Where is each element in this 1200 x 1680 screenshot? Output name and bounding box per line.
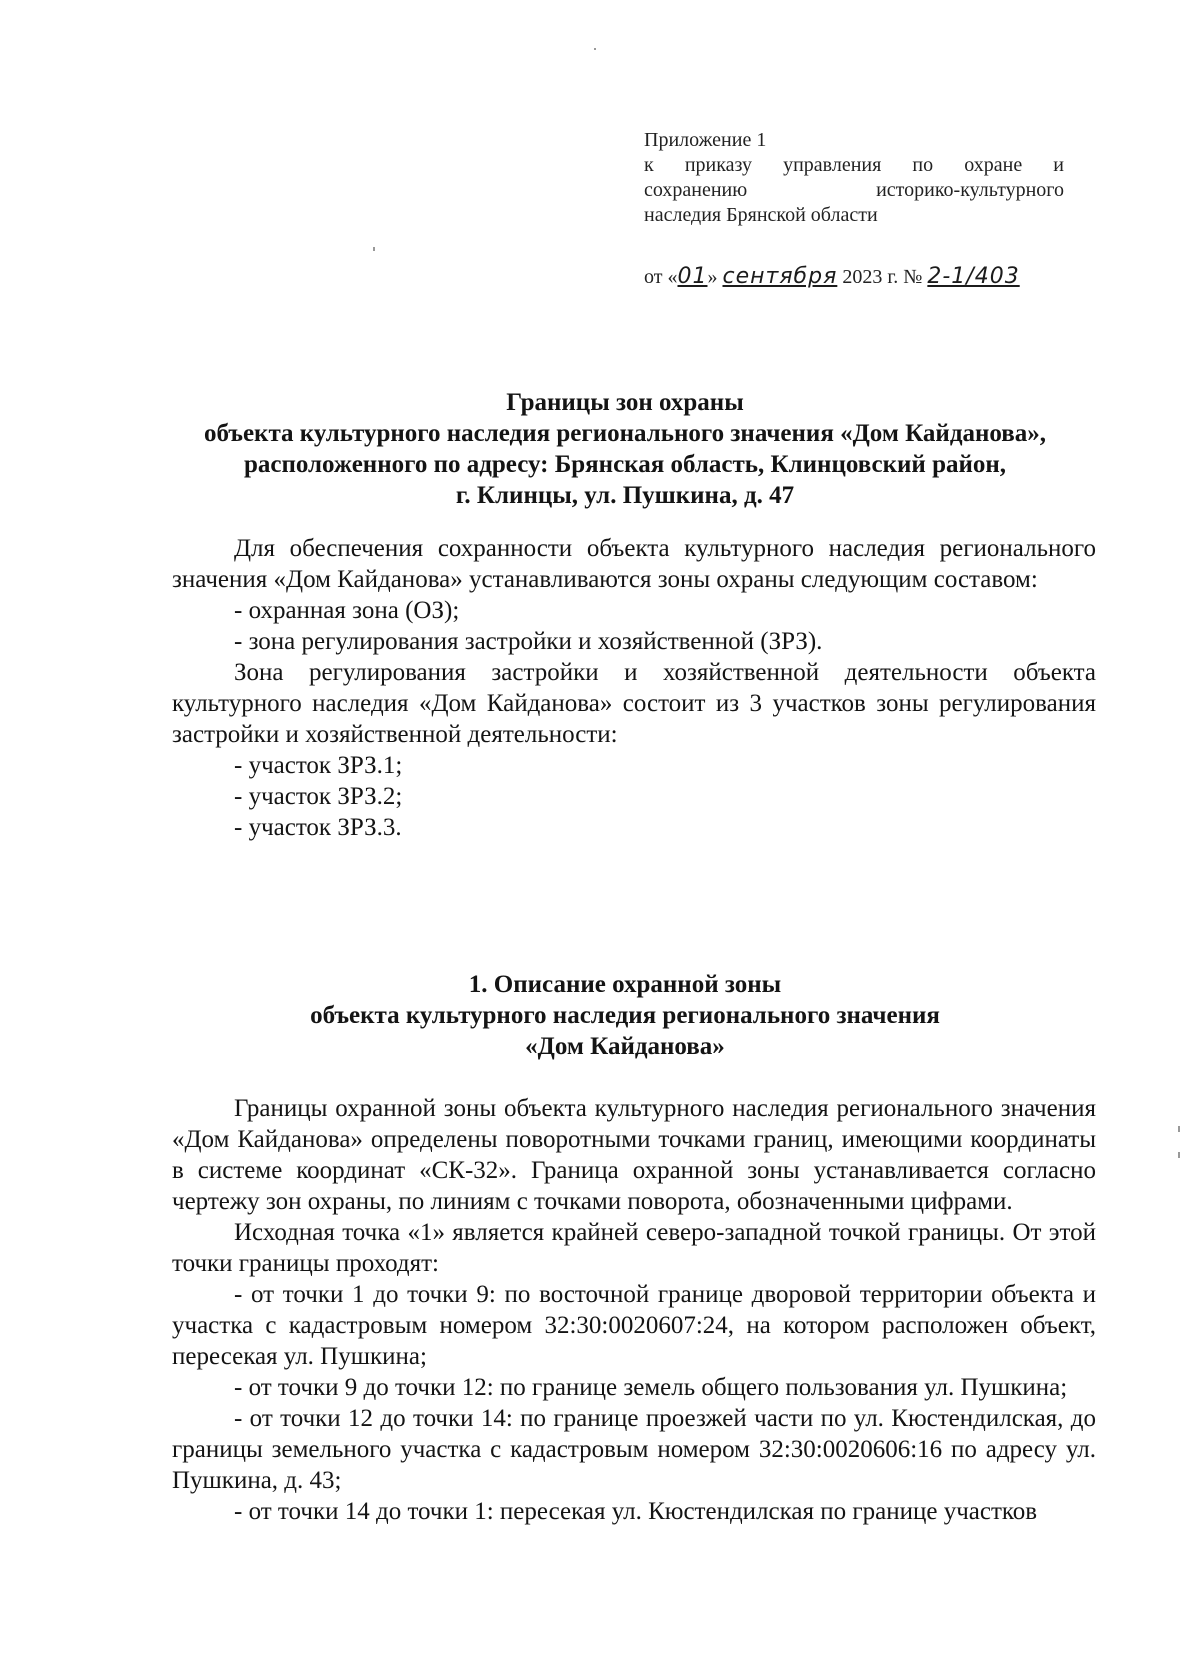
order-date-line: [644, 264, 1084, 289]
plot-list-item-3: - участок ЗРЗ.3.: [234, 814, 402, 841]
handwritten-day: 01: [677, 264, 708, 289]
order-date-prefix: от «: [644, 266, 678, 288]
section-1-heading: [160, 969, 1090, 1062]
section-1-body: [172, 1093, 1096, 1527]
intro-section: [172, 533, 1096, 843]
scan-speck: [594, 48, 596, 50]
appendix-line-1: Приложение 1: [644, 129, 767, 151]
title-line-4: г. Клинцы, ул. Пушкина, д. 47: [455, 482, 795, 509]
plot-list-item-2: - участок ЗРЗ.2;: [234, 783, 403, 810]
order-year: 2023 г. №: [842, 266, 923, 288]
handwritten-order-number: 2-1/403: [927, 264, 1020, 289]
scan-speck: [373, 247, 375, 251]
section-1-heading-line-1: 1. Описание охранной зоны: [468, 971, 782, 998]
boundary-item-1: - от точки 1 до точки 9: по восточной границе дворовой территории объекта и участка с кадастровым номером 32:30:0020607:24, на котором расположен объект, пересекая ул. Пушкина;: [172, 1281, 1096, 1370]
title-line-1: Границы зон охраны: [506, 389, 744, 416]
title-line-2: объекта культурного наследия регионального значения «Дом Кайданова»,: [204, 420, 1046, 447]
handwritten-month: сентября: [722, 264, 838, 289]
appendix-line-3: сохранению историко-культурного: [644, 179, 1064, 201]
order-date-mid: »: [707, 266, 718, 288]
appendix-header: [644, 128, 1064, 228]
intro-paragraph-1: Для обеспечения сохранности объекта культурного наследия регионального значения «Дом Кайданова» устанавливаются зоны охраны следующим составом:: [172, 535, 1096, 593]
boundary-item-3: - от точки 12 до точки 14: по границе проезжей части по ул. Кюстендилская, до границы земельного участка с кадастровым номером 32:30:0020606:16 по адресу ул. Пушкина, д. 43;: [172, 1405, 1096, 1494]
zone-list-item-2: - зона регулирования застройки и хозяйственной (ЗРЗ).: [234, 628, 823, 655]
boundary-item-4: - от точки 14 до точки 1: пересекая ул. Кюстендилская по границе участков: [234, 1498, 1038, 1525]
section-1-heading-line-3: «Дом Кайданова»: [525, 1033, 725, 1060]
scan-speck: [1178, 1126, 1180, 1132]
plot-list-item-1: - участок ЗРЗ.1;: [234, 752, 403, 779]
section-1-paragraph-2: Исходная точка «1» является крайней северо-западной точкой границы. От этой точки границы проходят:: [172, 1219, 1096, 1277]
title-line-3: расположенного по адресу: Брянская область, Клинцовский район,: [243, 451, 1007, 478]
boundary-item-2: - от точки 9 до точки 12: по границе земель общего пользования ул. Пушкина;: [234, 1374, 1068, 1401]
appendix-line-4: наследия Брянской области: [644, 204, 878, 226]
document-title: [160, 387, 1090, 511]
section-1-paragraph-1: Границы охранной зоны объекта культурного наследия регионального значения «Дом Кайданова» определены поворотными точками границ, имеющими координаты в системе координат «СК-32». Граница охранной зоны устанавливается согласно чертежу зон охраны, по линиям с точками поворота, обозначенными цифрами.: [172, 1095, 1096, 1215]
appendix-line-2: к приказу управления по охране и: [644, 154, 1064, 176]
scan-speck: [1178, 1152, 1180, 1158]
zone-list-item-1: - охранная зона (ОЗ);: [234, 597, 460, 624]
intro-paragraph-2: Зона регулирования застройки и хозяйственной деятельности объекта культурного наследия «Дом Кайданова» состоит из 3 участков зоны регулирования застройки и хозяйственной деятельности:: [172, 659, 1096, 748]
section-1-heading-line-2: объекта культурного наследия регионального значения: [310, 1002, 940, 1029]
